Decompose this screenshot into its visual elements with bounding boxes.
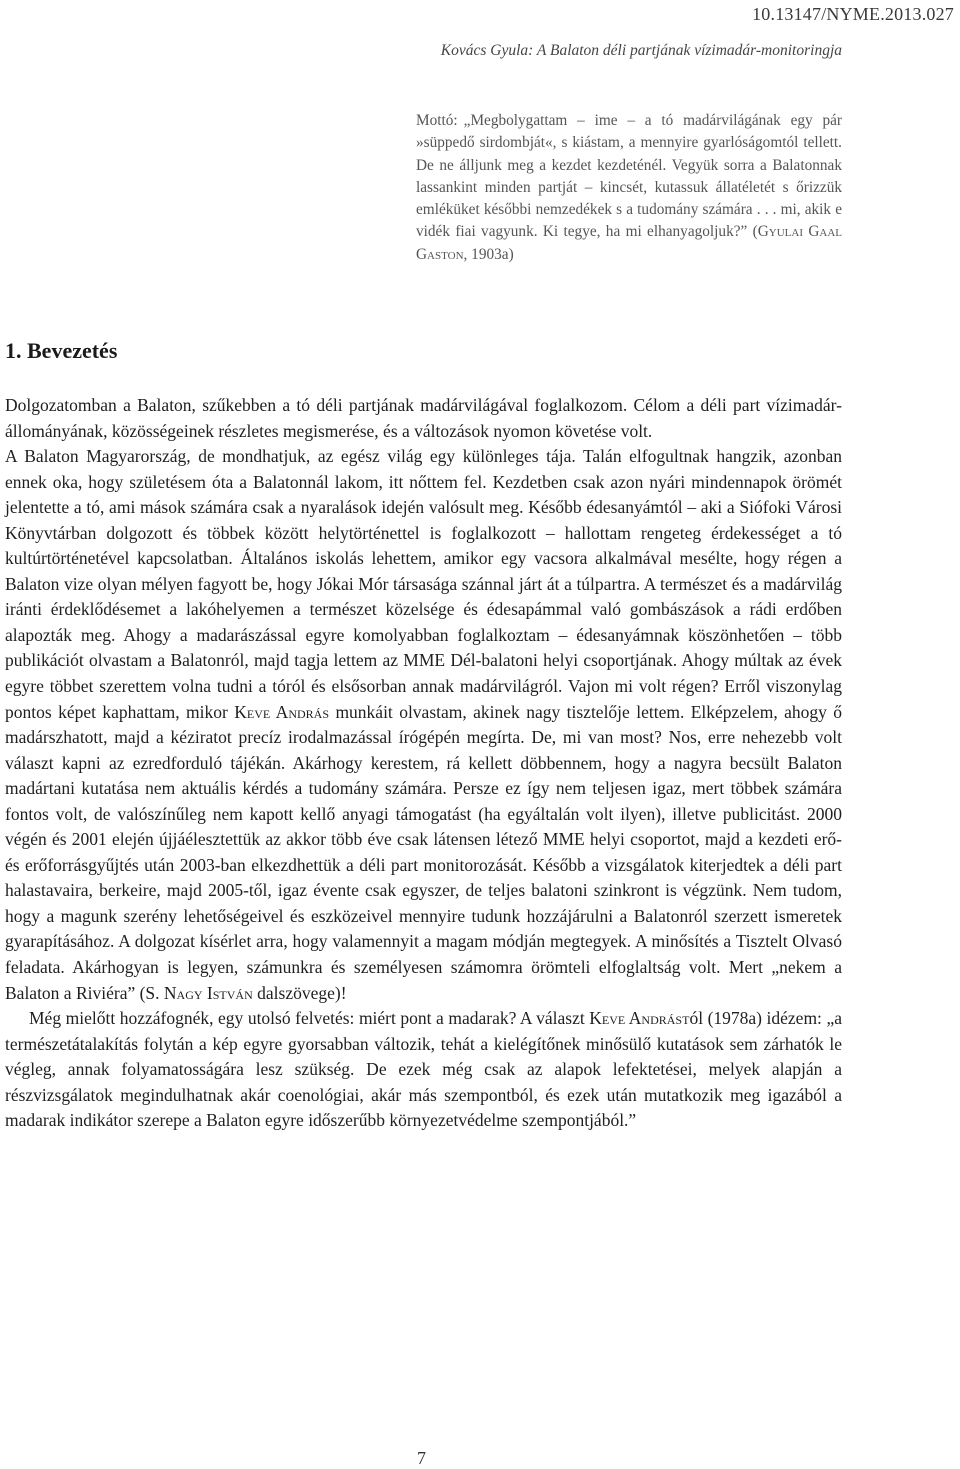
paragraph-3 — [5, 1006, 842, 1134]
paragraph-2 — [5, 444, 842, 1006]
body-text — [5, 393, 842, 1134]
paragraph-2-part-c: dalszövege)! — [257, 982, 347, 1003]
author-name-keve: Keve András — [234, 701, 330, 722]
motto-label: Mottó: — [416, 112, 458, 129]
paragraph-3-part-a: Még mielőtt hozzáfognék, egy utolsó felvetés: miért pont a madarak? A választ — [29, 1008, 585, 1029]
motto-citation-year: , 1903a) — [463, 245, 514, 263]
paragraph-3-part-b: ól (1978a) idézem: „a természetátalakítás folytán a kép egyre gyorsabban változik, tehát a kielégítőnek minősülő kutatások sem zárhatók le végleg, annak folyamatosságára lesz szükség. De ezek még csak az alapok lefektetései, melyek alapján a részvizsgálatok megindulhatnak akár coenológiai, akár más szempontból, és ezek után mutatkozik meg igazából a madarak indikátor szerepe a Balaton egyre időszerűbb környezetvédelme szempontjából.” — [5, 1008, 842, 1131]
running-title: Kovács Gyula: A Balaton déli partjának vízimadár-monitoringja — [440, 42, 842, 59]
paragraph-1: Dolgozatomban a Balaton, szűkebben a tó déli partjának madárvilágával foglalkozom. Célom a déli part vízimadár-állományának, közösségeinek részletes megismerése, és a változások nyomon követése volt. — [5, 395, 842, 441]
motto-block: Mottó: „Megbolygattam – ime – a tó madárvilágának egy pár »süppedő sirdombját«, s kiástam, a mennyire gyarlóságomtól tellett. De ne álljunk meg a kezdet kezdeténél. Vegyük sorra a Balatonnak lassankint minden partját – kincsét, kutassuk állatéletét s őrizzük emléküket későbbi nemzedékek s a tudomány számára . . . mi, akik e vidék fiai vagyunk. Ki tegye, ha mi elhanyagoljuk?” (Gyulai Gaal Gaston, 1903a) — [416, 112, 842, 263]
page-number: 7 — [417, 1448, 426, 1468]
section-heading: 1. Bevezetés — [5, 338, 118, 363]
paragraph-2-part-a: A Balaton Magyarország, de mondhatjuk, az egész világ egy különleges tája. Talán elfogultnak hangzik, azonban ennek oka, hogy születésem óta a Balatonnál lakom, itt nőttem fel. Kezdetben csak azon nyári mindennapok örömét jelentette a tó, ami mások számára csak a nyaralások idején valósult meg. Később édesanyámtól – aki a Siófoki Városi Könyvtárban dolgozott és többek között helytörténettel is foglalkozott – hallottam rengeteg érdekességet a tó kultúrtörténetével kapcsolatban. Általános iskolás lehettem, amikor egy vacsora alkalmával mesélte, hogy régen a Balaton vize olyan mélyen fagyott be, hogy Jókai Mór társasága szánnal járt át a túlpartra. A természet és a madárvilág iránti érdeklődésemet a lakóhelyemen a természet közelsége és édesapámmal való gombászások a rádi erdőben alapozták meg. Ahogy a madarászással egyre komolyabban foglalkoztam – édesanyámnak köszönhetően – több publikációt olvastam a Balatonról, majd tagja lettem az MME Dél-balatoni helyi csoportjának. Ahogy múltak az évek egyre többet szerettem volna tudni a tóról és elsősorban annak madárvilágról. Vajon mi volt régen? Erről viszonylag pontos képet kaphattam, mikor — [5, 446, 842, 722]
author-name-keve-2: Keve Andrást — [589, 1008, 690, 1029]
doi-header: 10.13147/NYME.2013.027 — [752, 4, 954, 24]
motto-citation-author: Gyulai Gaal Gaston — [416, 223, 842, 263]
author-name-nagy: Nagy István — [163, 982, 253, 1003]
motto-text: „Megbolygattam – ime – a tó madárvilágának egy pár »süppedő sirdombját«, s kiástam, a mennyire gyarlóságomtól tellett. De ne álljunk meg a kezdet kezdeténél. Vegyük sorra a Balatonnak lassankint minden partját – kincsét, kutassuk állatéletét s őrizzük emléküket későbbi nemzedékek s a tudomány számára . . . mi, akik e vidék fiai vagyunk. Ki tegye, ha mi elhanyagoljuk?” — [416, 112, 842, 241]
paragraph-2-part-b: munkáit olvastam, akinek nagy tisztelője lettem. Elképzelem, ahogy ő madárszhatott, majd a kéziratot precíz irodalmazással írógépén megírta. De, mi van most? Nos, erre nehezebb volt választ kapni az ezredforduló tájékán. Akárhogy kerestem, rá kellett döbbennem, hogy a nagyra becsült Balaton madártani kutatása nem aktuális kérdés a tudomány számára. Persze ez így nem teljesen igaz, mert többek számára fontos volt, de valószínűleg nem kapott kellő anyagi támogatást (ha egyáltalán volt ilyen), illetve publicitást. 2000 végén és 2001 elején újjáélesztettük az akkor több éve csak látensen létező MME helyi csoportot, majd a kezdeti erő- és erőforrásgyűjtés után 2003-ban elkezdhettük a déli part monitorozását. Később a vizsgálatok kiterjedtek a déli part halastavaira, berkeire, majd 2005-től, igaz évente csak egyszer, de teljes balatoni szinkront is végzünk. Nem tudom, hogy a magunk szerény lehetőségeivel és eszközeivel mennyire tudunk hozzájárulni a Balatonról szerzett ismeretek gyarapításához. A dolgozat kísérlet arra, hogy valamennyit a magam módján megtegyek. A minősítés a Tisztelt Olvasó feladata. Akárhogyan is legyen, számunkra és személyesen számomra örömteli elfoglaltság volt. Mert „nekem a Balaton a Riviéra” (S. — [5, 701, 843, 1003]
